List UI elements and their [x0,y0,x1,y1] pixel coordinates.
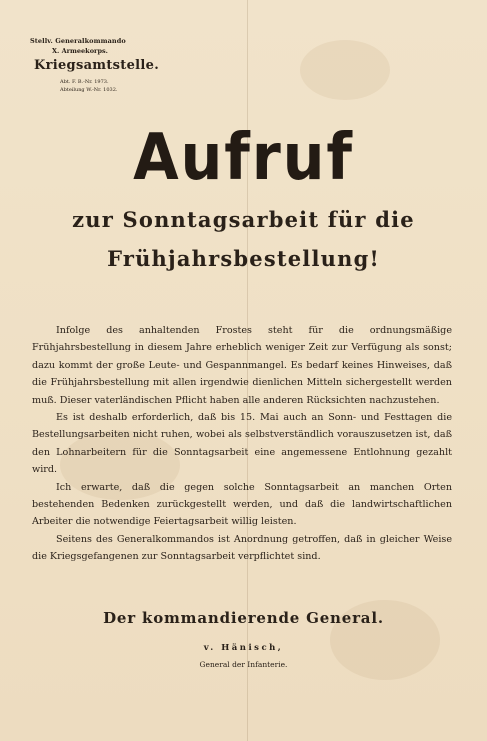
header-corps: X. Armeekorps. [52,47,108,55]
header-reference-2: Abteilung W.-Nr. 1032. [60,87,118,93]
header-reference-1: Abt. F. B.-Nr. 1973. [60,79,109,85]
signature-name: v. Hänisch, [203,643,284,653]
body-paragraph: Seitens des Generalkommandos ist Anordnung getroffen, daß in gleicher Weise die Kriegsgefangenen zur Sonntagsarbeit verpflichtet sind. [32,533,452,563]
signature-title: Der kommandierende General. [103,609,384,627]
body-paragraph: Es ist deshalb erforderlich, daß bis 15. Mai auch an Sonn- und Festtagen die Bestellungsarbeiten nicht ruhen, wobei als selbstverständlich vorauszusetzen ist, daß den Lohnarbeitern für die Sonntagsarbeit eine angemessene Entlohnung gezahlt wird. [32,412,452,476]
header-office: Kriegsamtstelle. [34,58,160,73]
poster-title: Aufruf [133,121,354,195]
header-command: Stellv. Generalkommando [30,37,126,45]
body-paragraph: Ich erwarte, daß die gegen solche Sonntagsarbeit an manchen Orten bestehenden Bedenken zurückgestellt werden, und daß die landwirtschaftlichen Arbeiter die notwendige Feiertagsarbeit willig leisten. [32,481,452,528]
paper-stain [300,40,390,100]
signature-rank: General der Infanterie. [199,660,288,669]
poster-subtitle-line2: Frühjahrsbestellung! [107,246,380,271]
poster-subtitle-line1: zur Sonntagsarbeit für die [72,207,415,232]
poster-body [32,322,452,566]
body-paragraph: Infolge des anhaltenden Frostes steht für die ordnungsmäßige Frühjahrsbestellung in diesem Jahre erheblich weniger Zeit zur Verfügung als sonst; dazu kommt der große Leute- und Gespannmangel. Es bedarf keines Hinweises, daß die Frühjahrsbestellung mit allen irgendwie dienlichen Mitteln sichergestellt werden muß. Dieser vaterländischen Pflicht haben alle anderen Rücksichten nachzustehen. [32,325,452,406]
